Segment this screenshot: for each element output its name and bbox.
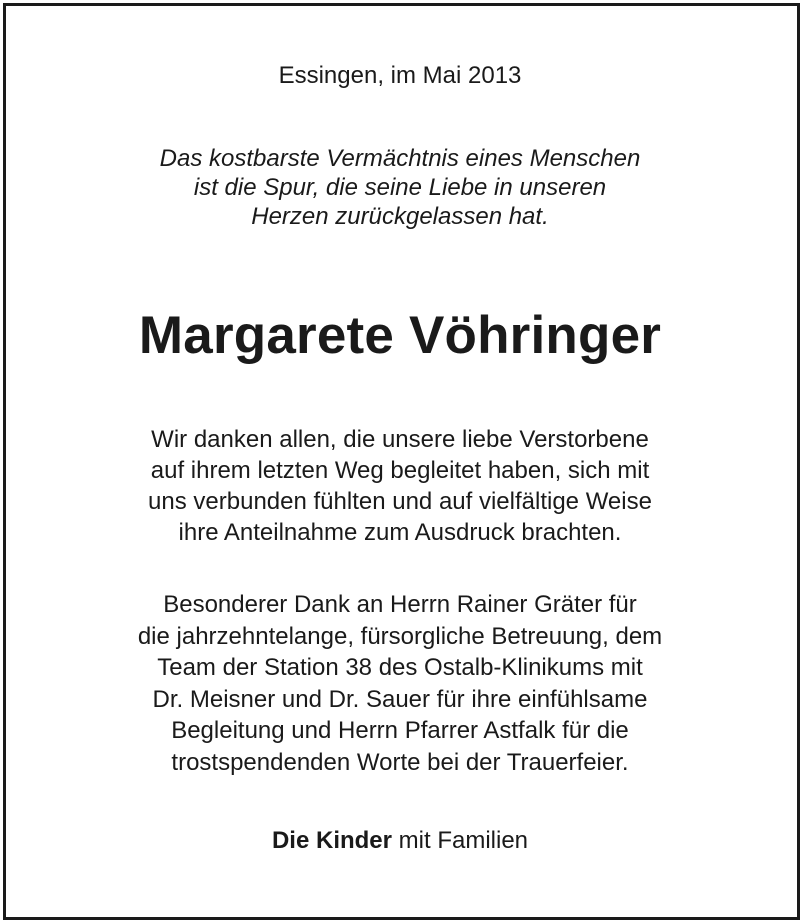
motto-line: Herzen zurückgelassen hat. [251,203,549,230]
thanks-line: ihre Anteilnahme zum Ausdruck brachten. [178,519,622,546]
special-thanks-line: Team der Station 38 des Ostalb-Klinikums mit [157,654,643,681]
special-thanks-paragraph [0,589,800,778]
motto-line: Das kostbarste Vermächtnis eines Menschen [159,145,641,172]
motto-quote [0,144,800,231]
thanks-paragraph [0,424,800,548]
deceased-name: Margarete Vöhringer [138,306,662,365]
special-thanks-line: Dr. Meisner und Dr. Sauer für ihre einfühlsame [152,685,648,713]
motto-line: ist die Spur, die seine Liebe in unseren [193,174,607,201]
special-thanks-line: trostspendenden Worte bei der Trauerfeier. [171,748,629,776]
signature [0,826,800,856]
thanks-line: uns verbunden fühlten und auf vielfältige Weise [148,488,652,515]
thanks-line: auf ihrem letzten Weg begleitet haben, sich mit [150,457,650,484]
signature-suffix: mit Familien [392,827,529,854]
special-thanks-line: Begleitung und Herrn Pfarrer Astfalk für die [171,717,629,744]
special-thanks-line: Besonderer Dank an Herrn Rainer Gräter für [163,591,637,618]
signature-family: Die Kinder [271,827,392,854]
thanks-line: Wir danken allen, die unsere liebe Verstorbene [151,426,649,453]
place-date: Essingen, im Mai 2013 [278,62,522,89]
special-thanks-line: die jahrzehntelange, fürsorgliche Betreuung, dem [137,622,663,650]
